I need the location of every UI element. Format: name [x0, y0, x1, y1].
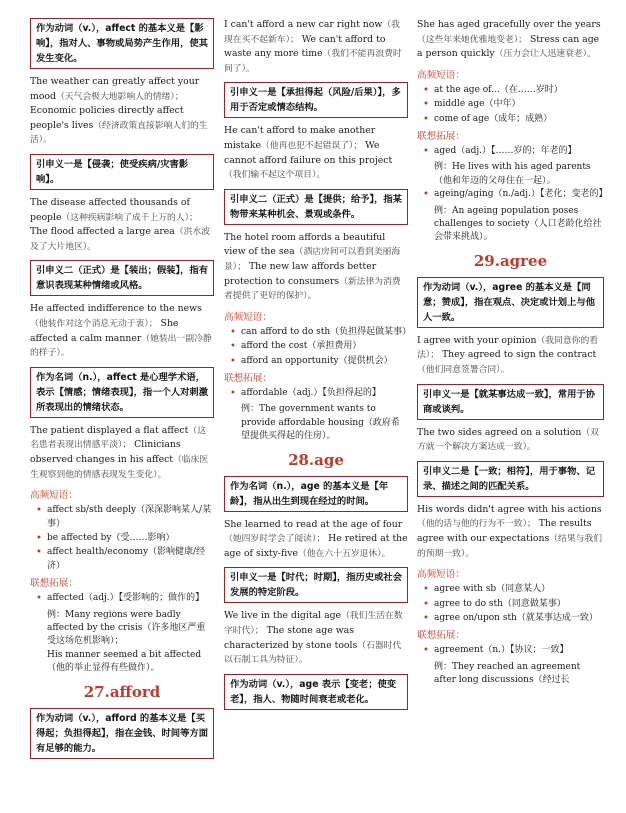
definition-box: 引申义一是【承担得起（风险/后果）】，多用于否定或情态结构。	[224, 82, 408, 118]
phrase-item: • afford an opportunity（提供机会）	[224, 355, 408, 368]
entry-heading: 29.agree	[473, 251, 548, 270]
phrase-item: • come of age（成年；成熟）	[417, 113, 604, 126]
entry-heading: 27.afford	[83, 682, 161, 701]
example-en: The stone age was characterized by stone tools	[224, 624, 358, 651]
extension-item: • affordable（adj.）【负担得起的】	[224, 387, 408, 400]
extension-example: His manner seemed a bit affected（他的举止显得有些做作）。	[47, 649, 202, 674]
extension-example: 例：He lives with his aged parents（他和年迈的父母住在一起）。	[434, 162, 591, 186]
example-en: We cannot afford failure on this project	[224, 139, 393, 166]
example-en: I agree with your opinion	[417, 334, 537, 346]
definition-box: 引申义二（正式）是【装出；假装】，指有意识表现某种情绪或风格。	[30, 260, 214, 296]
definition-box: 引申义一是【侵袭；使受疾病/灾害影响】。	[30, 154, 214, 190]
phrase-item: • agree with sb（同意某人）	[417, 583, 604, 596]
example-zh: （压力会让人迅速衰老）。	[494, 49, 596, 60]
definition-box: 作为动词（v.），afford 的基本义是【买得起；负担得起】，指在金钱、时间等方面有足够的能力。	[30, 708, 214, 759]
example-zh: （我们不能再浪费时间了）。	[224, 49, 402, 74]
definition-box: 作为动词（v.），agree 的基本义是【同意；赞成】，指在观点、决定或计划上与他人一致。	[417, 277, 604, 328]
definition-box: 作为动词（v.），affect 的基本义是【影响】，指对人、事物或局势产生作用，使其发生变化。	[30, 18, 214, 69]
example-paragraph	[30, 424, 214, 482]
example-paragraph	[417, 426, 604, 455]
definition-box: 作为名词（n.），age 的基本义是【年龄】，指从出生到现在经过的时间。	[224, 476, 408, 512]
phrase-list	[417, 84, 604, 126]
extension-example: 例：The government wants to provide affordable housing（政府希望提供买得起的住房）。	[241, 404, 400, 442]
phrase-item: • be affected by（受……影响）	[30, 532, 214, 545]
phrase-item: • affect sb/sth deeply（深深影响某人/某事）	[30, 504, 214, 531]
section-label-phrases: 高频短语：	[417, 569, 465, 581]
example-zh: （石器时代以石制工具为特征）。	[224, 640, 402, 666]
example-en: The patient displayed a flat affect	[30, 424, 189, 436]
example-en: He retired at the age of sixty-five	[224, 533, 408, 559]
example-zh: （洪水波及了大片地区）。	[30, 227, 211, 252]
example-zh: （他在六十五岁退休）。	[298, 548, 391, 559]
phrase-list	[30, 504, 214, 573]
example-zh: （他们同意签署合同）。	[417, 365, 510, 376]
example-zh: （双方就一个解决方案达成一致）。	[417, 427, 599, 453]
section-label-extension: 联想拓展：	[30, 578, 78, 590]
example-en: Economic policies directly affect people's lives	[30, 105, 184, 131]
example-en: The results agree with our expectations	[417, 518, 592, 544]
definition-box: 引申义二是【一致；相符】，用于事物、记录、描述之间的匹配关系。	[417, 461, 604, 497]
section-label-phrases: 高频短语：	[224, 311, 272, 323]
example-paragraph	[30, 302, 214, 360]
entry-heading: 28.age	[288, 450, 344, 469]
example-en: We can't afford to waste any more time	[224, 33, 386, 60]
example-en: Stress can age a person quickly	[417, 33, 600, 60]
example-zh: （这些年来她优雅地变老）；	[417, 34, 527, 45]
extension-list	[30, 592, 214, 605]
example-zh: （酒店房间可以看到美丽海景）；	[224, 247, 401, 272]
example-zh: （她四岁时学会了阅读）；	[224, 534, 326, 545]
definition-box: 作为动词（v.），age 表示【变老；使变老】，指人、物随时间衰老或老化。	[224, 674, 408, 710]
example-zh: （这名患者表现出情感平淡）；	[30, 425, 206, 451]
example-zh: （经济政策直接影响人们的生活）。	[30, 120, 208, 146]
extension-example: 例：An ageing population poses challenges to society（人口老龄化给社会带来挑战）。	[434, 205, 602, 243]
example-zh: （我同意你的看法）；	[417, 335, 599, 361]
definition-box: 作为名词（n.），affect 是心理学术语，表示【情感；情绪表现】，指一个人对刺激所表现出的情绪状态。	[30, 367, 214, 418]
example-paragraph	[224, 18, 408, 76]
example-zh: （结果与我们的预期一致）。	[417, 534, 603, 559]
extension-list	[417, 188, 608, 201]
example-en: Clinicians observed changes in his affect	[30, 439, 181, 465]
example-en: They agreed to sign the contract	[441, 349, 597, 361]
example-zh: （新法律为消费者提供了更好的保护）。	[224, 276, 401, 302]
definition-box: 引申义一是【就某事达成一致】，常用于协商或谈判。	[417, 384, 604, 420]
example-en: The two sides agreed on a solution	[417, 426, 582, 438]
example-paragraph	[417, 334, 604, 378]
example-paragraph	[30, 196, 214, 254]
example-zh: （他再也犯不起错误了）；	[260, 140, 363, 151]
example-paragraph	[417, 18, 604, 62]
example-zh: （天气会极大地影响人的情绪）；	[55, 91, 184, 102]
extension-list	[417, 644, 604, 657]
example-en: The flood affected a large area	[30, 226, 175, 238]
section-label-extension: 联想拓展：	[417, 630, 465, 642]
example-paragraph	[224, 124, 408, 182]
example-zh: （她装出一副冷静的样子）。	[30, 333, 212, 359]
example-en: The weather can greatly affect your mood	[30, 76, 200, 102]
example-zh: （我现在买不起新车）；	[224, 20, 400, 45]
example-paragraph	[30, 75, 214, 148]
example-en: I can't afford a new car right now	[224, 19, 383, 30]
example-en: The new law affords better protection to consumers	[224, 260, 377, 287]
extension-item: • ageing/aging（n./adj.）【老化；变老的】	[417, 188, 604, 201]
extension-item: • affected（adj.）【受影响的；做作的】	[30, 592, 214, 605]
example-zh: （我们输不起这个项目）。	[224, 170, 326, 181]
example-en: His words didn't agree with his actions	[417, 503, 602, 515]
section-label-phrases: 高频短语：	[417, 69, 465, 81]
definition-box: 引申义二（正式）是【提供；给予】，指某物带来某种机会、景观或条件。	[224, 189, 408, 225]
example-paragraph	[224, 518, 408, 562]
example-en: We live in the digital age	[224, 610, 342, 622]
phrase-item: • agree to do sth（同意做某事）	[417, 598, 604, 611]
extension-item: • aged（adj.）【……岁的；年老的】	[417, 145, 604, 158]
phrase-item: • at the age of...（在……岁时）	[417, 84, 604, 97]
example-zh: （这种疾病影响了成千上万的人）；	[61, 212, 198, 223]
example-en: The hotel room affords a beautiful view of the sea	[224, 231, 386, 258]
definition-box: 引申义一是【时代；时期】，指历史或社会发展的特定阶段。	[224, 567, 408, 603]
extension-example: 例：Many regions were badly affected by the crisis（许多地区严重受这场危机影响）；	[47, 609, 206, 647]
example-en: She has aged gracefully over the years	[417, 19, 601, 30]
column-1	[30, 18, 214, 765]
phrase-list	[224, 326, 412, 368]
example-en: She affected a calm manner	[30, 317, 179, 344]
example-paragraph	[224, 231, 408, 304]
example-paragraph	[224, 609, 408, 667]
example-en: He affected indifference to the news	[30, 303, 202, 315]
extension-list	[224, 387, 408, 400]
column-3	[417, 18, 608, 688]
example-zh: （他的话与他的行为不一致）；	[417, 519, 536, 530]
extension-item: • agreement（n.）【协议；一致】	[417, 644, 604, 657]
phrase-item: • affect health/economy（影响健康/经济）	[30, 546, 214, 573]
section-label-phrases: 高频短语：	[30, 490, 78, 502]
column-2	[224, 18, 412, 716]
phrase-list	[417, 583, 604, 625]
example-en: The disease affected thousands of people	[30, 196, 190, 223]
example-zh: （我们生活在数字时代）；	[224, 611, 403, 636]
example-zh: （临床医生观察到他的情感表现发生变化）。	[30, 454, 209, 480]
example-en: He can't afford to make another mistake	[224, 125, 376, 151]
phrase-item: • afford the cost（承担费用）	[224, 340, 408, 353]
section-label-extension: 联想拓展：	[417, 131, 465, 142]
phrase-item: • agree on/upon sth（就某事达成一致）	[417, 612, 604, 625]
section-label-extension: 联想拓展：	[224, 372, 272, 384]
phrase-item: • can afford to do sth（负担得起做某事）	[224, 326, 408, 339]
example-en: She learned to read at the age of four	[224, 518, 403, 530]
example-paragraph	[417, 503, 604, 561]
extension-list	[417, 145, 604, 158]
example-zh: （他装作对这个消息无动于衷）；	[30, 318, 158, 329]
phrase-item: • middle age（中年）	[417, 98, 604, 111]
extension-example: 例：They reached an agreement after long discussions（经过长	[434, 661, 581, 686]
